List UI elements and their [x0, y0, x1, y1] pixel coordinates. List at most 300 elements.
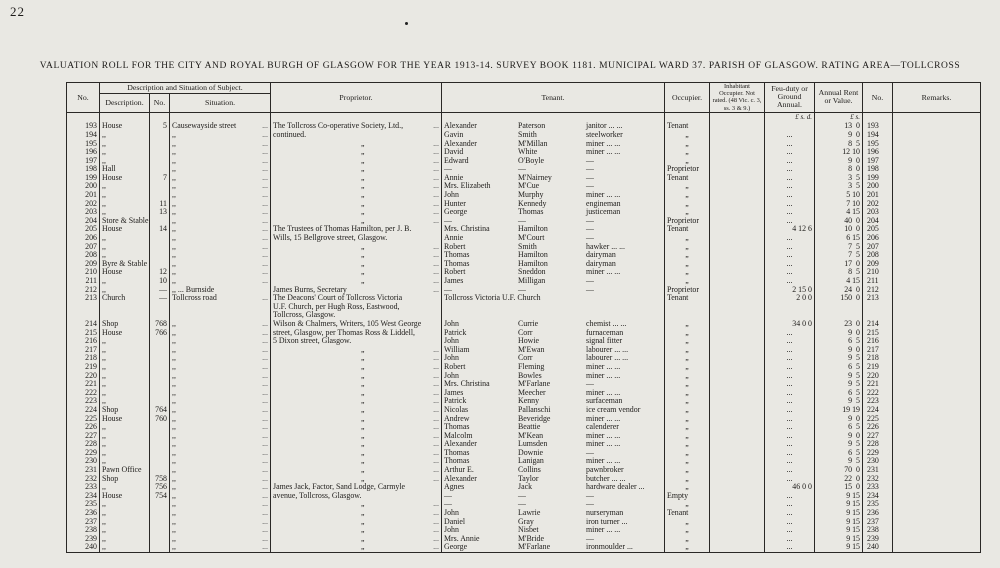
- tenant-surname: Murphy: [518, 191, 544, 200]
- row-annual-value: 9 0: [815, 432, 863, 441]
- row-description: ,,: [102, 526, 106, 535]
- row-number: [150, 243, 170, 252]
- row-remarks: [893, 165, 981, 174]
- row-no-right: 203: [863, 208, 893, 217]
- tenant-occupation: miner ... ...: [586, 148, 621, 157]
- row-description: ,,: [102, 156, 106, 165]
- row-no: 229: [67, 449, 100, 458]
- row-proprietor: „ ...: [271, 157, 442, 166]
- row-number: [150, 165, 170, 174]
- row-feu-duty: ...: [765, 354, 815, 363]
- row-situation: ,, ...: [172, 491, 268, 500]
- row-proprietor: „ ...: [271, 268, 442, 277]
- row-no: 238: [67, 526, 100, 535]
- annual-lsd-label: £ s.: [815, 112, 863, 122]
- tenant-forename: Alexander: [444, 474, 477, 483]
- row-inhabitant: [710, 389, 765, 398]
- row-occupier: Proprietor: [665, 165, 710, 174]
- row-tenant: [442, 543, 665, 552]
- table-row: [67, 389, 981, 398]
- row-description: ,,: [102, 448, 106, 457]
- row-inhabitant: [710, 200, 765, 209]
- row-proprietor: The Tollcross Co-operative Society, Ltd., ...: [271, 122, 442, 131]
- row-tenant: [442, 500, 665, 509]
- row-situation: ,, ...: [172, 277, 268, 285]
- leader-dots: ...: [262, 371, 268, 380]
- table-row: [67, 122, 981, 131]
- row-tenant: [442, 432, 665, 441]
- row-proprietor: „ ...: [271, 423, 442, 432]
- leader-dots: ...: [262, 457, 268, 466]
- row-no-right: 213: [863, 294, 893, 303]
- tenant-occupation: —: [586, 165, 594, 174]
- row-situation: ,, ...: [172, 328, 268, 337]
- row-inhabitant: [710, 174, 765, 183]
- table-row: [67, 363, 981, 372]
- row-no-right: 221: [863, 380, 893, 389]
- row-proprietor: continued.: [271, 131, 442, 140]
- row-no-right: 222: [863, 389, 893, 398]
- row-situation: ,, ...: [172, 388, 268, 397]
- row-description: House: [102, 491, 123, 500]
- row-inhabitant: [710, 543, 765, 552]
- row-occupier: „: [665, 526, 710, 535]
- tenant-occupation: hardware dealer ...: [586, 483, 645, 492]
- tenant-forename: Thomas: [444, 423, 470, 432]
- row-occupier: „: [665, 131, 710, 140]
- row-inhabitant: [710, 131, 765, 140]
- row-remarks: [893, 174, 981, 183]
- tenant-surname: M'Court: [518, 234, 545, 243]
- row-annual-value: 9 5: [815, 397, 863, 406]
- leader-dots: ...: [433, 165, 439, 174]
- tenant-occupation: miner ... ...: [586, 431, 621, 440]
- row-no-right: 193: [863, 122, 893, 131]
- row-tenant: [442, 535, 665, 544]
- leader-dots: ...: [433, 474, 439, 483]
- row-no: 206: [67, 234, 100, 243]
- row-occupier: „: [665, 157, 710, 166]
- row-occupier: „: [665, 277, 710, 286]
- row-annual-value: 9 15: [815, 509, 863, 518]
- row-no-right: 232: [863, 475, 893, 484]
- row-inhabitant: [710, 380, 765, 389]
- row-remarks: [893, 483, 981, 492]
- leader-dots: ...: [262, 397, 268, 406]
- tenant-forename: Robert: [444, 362, 466, 371]
- table-header: [67, 83, 981, 113]
- row-no: [67, 311, 100, 320]
- tenant-forename: Mrs. Christina: [444, 380, 490, 389]
- tenant-surname: Lanigan: [518, 457, 544, 466]
- row-number: [150, 182, 170, 191]
- row-description: House: [102, 173, 123, 182]
- tenant-forename: Tollcross Victoria U.F. Church: [444, 294, 541, 303]
- row-feu-duty: ...: [765, 423, 815, 432]
- table-row: [67, 518, 981, 527]
- row-feu-duty: ...: [765, 140, 815, 149]
- row-description: ,,: [102, 139, 106, 148]
- row-no-right: 194: [863, 131, 893, 140]
- row-inhabitant: [710, 268, 765, 277]
- table-row: [67, 466, 981, 475]
- row-number: [150, 337, 170, 346]
- tenant-forename: Alexander: [444, 440, 477, 449]
- row-description: Hall: [102, 165, 116, 174]
- row-remarks: [893, 260, 981, 269]
- table-row: [67, 543, 981, 552]
- row-description: ,,: [102, 362, 106, 371]
- tenant-surname: Corr: [518, 328, 533, 337]
- leader-dots: ...: [262, 543, 268, 552]
- row-remarks: [893, 182, 981, 191]
- row-proprietor: „ ...: [271, 449, 442, 458]
- row-situation: ,, ...: [172, 191, 268, 200]
- row-annual-value: 9 5: [815, 380, 863, 389]
- row-description: ,,: [102, 380, 106, 389]
- row-number: [150, 457, 170, 466]
- row-situation: ,, ...: [172, 165, 268, 174]
- row-description: ,,: [102, 148, 106, 157]
- row-remarks: [893, 191, 981, 200]
- row-annual-value: 6 5: [815, 449, 863, 458]
- row-situation: ,, ...: [172, 182, 268, 191]
- leader-dots: ...: [433, 156, 439, 165]
- row-situation: ,, ...: [172, 431, 268, 440]
- row-description: ,,: [102, 431, 106, 440]
- row-inhabitant: [710, 432, 765, 441]
- table-row: [67, 277, 981, 286]
- row-situation: [170, 303, 271, 312]
- tenant-occupation: —: [586, 156, 594, 165]
- row-number: [150, 526, 170, 535]
- row-number: [150, 234, 170, 243]
- row-annual-value: 24 0: [815, 286, 863, 295]
- row-occupier: „: [665, 397, 710, 406]
- row-number: [150, 363, 170, 372]
- leader-dots: ...: [262, 268, 268, 277]
- tenant-forename: James: [444, 388, 464, 397]
- row-remarks: [893, 389, 981, 398]
- col-desc-group-header: Description and Situation of Subject.: [100, 83, 271, 94]
- col-feu-header: Feu-duty or Ground Annual.: [765, 83, 815, 113]
- table-row: [67, 243, 981, 252]
- row-no-right: 218: [863, 354, 893, 363]
- row-no-right: 237: [863, 518, 893, 527]
- row-proprietor: James Jack, Factor, Sand Lodge, Carmyle: [271, 483, 442, 492]
- tenant-forename: Alexander: [444, 122, 477, 131]
- row-proprietor: „ ...: [271, 191, 442, 200]
- row-description: ,,: [102, 345, 106, 354]
- tenant-occupation: justiceman: [586, 208, 621, 217]
- row-situation: ,, ...: [170, 543, 271, 552]
- table-row: [67, 500, 981, 509]
- leader-dots: ...: [262, 362, 268, 371]
- table-row: [67, 260, 981, 269]
- table-row: [67, 415, 981, 424]
- row-situation: ,, ...: [172, 448, 268, 457]
- row-number: 11: [150, 200, 170, 209]
- row-number: 758: [150, 475, 170, 484]
- row-tenant: [442, 380, 665, 389]
- leader-dots: ...: [262, 466, 268, 475]
- table-row: [67, 182, 981, 191]
- row-tenant: [442, 157, 665, 166]
- tenant-surname: Kenny: [518, 397, 540, 406]
- row-feu-duty: ...: [765, 148, 815, 157]
- tenant-occupation: —: [586, 491, 594, 500]
- row-annual-value: 9 0: [815, 346, 863, 355]
- row-no-right: 228: [863, 440, 893, 449]
- tenant-surname: Beattie: [518, 423, 541, 432]
- row-feu-duty: ...: [765, 543, 815, 552]
- row-number: [150, 260, 170, 269]
- tenant-forename: Mrs. Elizabeth: [444, 182, 491, 191]
- leader-dots: ...: [262, 251, 268, 260]
- leader-dots: ...: [262, 294, 268, 303]
- tenant-occupation: dairyman: [586, 259, 616, 268]
- col-tenant-header: Tenant.: [442, 83, 665, 113]
- table-row: [67, 483, 981, 492]
- tenant-occupation: labourer ... ...: [586, 354, 629, 363]
- row-tenant: [442, 329, 665, 338]
- row-situation: ,, ...: [172, 517, 268, 526]
- row-proprietor: „ ...: [271, 518, 442, 527]
- row-no: 198: [67, 165, 100, 174]
- row-no: 224: [67, 406, 100, 415]
- row-number: 14: [150, 225, 170, 234]
- row-number: [150, 518, 170, 527]
- leader-dots: ...: [433, 277, 439, 285]
- row-feu-duty: ...: [765, 389, 815, 398]
- tenant-forename: John: [444, 191, 459, 200]
- row-description: [100, 311, 150, 320]
- col-remarks-header: Remarks.: [893, 83, 981, 113]
- tenant-occupation: miner ... ...: [586, 268, 621, 277]
- row-description: ,,: [102, 371, 106, 380]
- row-no-right: 220: [863, 372, 893, 381]
- row-feu-duty: ...: [765, 217, 815, 226]
- row-description: House: [102, 414, 123, 423]
- row-description: House: [102, 225, 123, 234]
- row-proprietor: „ ...: [271, 174, 442, 183]
- row-occupier: „: [665, 380, 710, 389]
- row-remarks: [893, 140, 981, 149]
- row-no-right: 225: [863, 415, 893, 424]
- col-proprietor-header: Proprietor.: [271, 83, 442, 113]
- tenant-forename: Hunter: [444, 199, 466, 208]
- tenant-occupation: calenderer: [586, 423, 619, 432]
- row-situation: ,, ...: [172, 199, 268, 208]
- leader-dots: ...: [433, 509, 439, 518]
- tenant-occupation: miner ... ...: [586, 139, 621, 148]
- tenant-forename: —: [444, 491, 452, 500]
- table-row: [67, 303, 981, 312]
- row-no: 215: [67, 329, 100, 338]
- row-remarks: [893, 122, 981, 131]
- tenant-surname: M'Farlane: [518, 380, 551, 389]
- tenant-forename: Thomas: [444, 251, 470, 260]
- leader-dots: ...: [433, 122, 439, 131]
- row-number: [150, 440, 170, 449]
- row-number: [150, 389, 170, 398]
- leader-dots: ...: [262, 474, 268, 483]
- tenant-occupation: signal fitter: [586, 337, 623, 346]
- row-number: [150, 140, 170, 149]
- row-occupier: „: [665, 543, 710, 552]
- row-no: 200: [67, 182, 100, 191]
- row-description: ,,: [102, 251, 106, 260]
- table-row: [67, 509, 981, 518]
- row-inhabitant: [710, 483, 765, 492]
- row-situation: ,, ...: [172, 500, 268, 509]
- row-number: [150, 432, 170, 441]
- row-no-right: 204: [863, 217, 893, 226]
- row-inhabitant: [710, 122, 765, 131]
- row-no-right: 219: [863, 363, 893, 372]
- tenant-surname: Currie: [518, 319, 539, 328]
- leader-dots: ...: [262, 139, 268, 148]
- row-feu-duty: 2 15 0: [765, 286, 815, 295]
- tenant-occupation: —: [586, 285, 594, 294]
- row-number: [150, 449, 170, 458]
- row-proprietor: „ ...: [271, 380, 442, 389]
- leader-dots: ...: [262, 182, 268, 191]
- tenant-occupation: hawker ... ...: [586, 242, 626, 251]
- row-description: ,,: [102, 130, 106, 139]
- row-feu-duty: 34 0 0: [765, 320, 815, 329]
- row-proprietor: Wilson & Chalmers, Writers, 105 West George: [271, 320, 442, 329]
- row-occupier: „: [665, 268, 710, 277]
- tenant-occupation: nurseryman: [586, 509, 624, 518]
- row-situation: ,, ...: [172, 156, 268, 165]
- page-number: 22: [10, 4, 25, 19]
- row-no: 220: [67, 372, 100, 381]
- leader-dots: ...: [433, 500, 439, 509]
- row-occupier: „: [665, 440, 710, 449]
- row-annual-value: 9 0: [815, 415, 863, 424]
- row-feu-duty: ...: [765, 251, 815, 260]
- row-inhabitant: [710, 251, 765, 260]
- row-description: House: [102, 328, 123, 337]
- tenant-forename: John: [444, 354, 459, 363]
- row-annual-value: 12 10: [815, 148, 863, 157]
- row-inhabitant: [710, 509, 765, 518]
- row-feu-duty: ...: [765, 174, 815, 183]
- row-inhabitant: [710, 320, 765, 329]
- row-no-right: 207: [863, 243, 893, 252]
- row-remarks: [893, 535, 981, 544]
- row-proprietor: „ ...: [271, 509, 442, 518]
- row-no: 230: [67, 457, 100, 466]
- row-inhabitant: [710, 526, 765, 535]
- feu-lsd-label: £ s. d.: [765, 112, 815, 122]
- row-no: 201: [67, 191, 100, 200]
- row-number: [150, 148, 170, 157]
- row-description: ,,: [102, 457, 106, 466]
- tenant-surname: M'Nairney: [518, 173, 552, 182]
- row-tenant: [442, 354, 665, 363]
- row-feu-duty: ...: [765, 415, 815, 424]
- tenant-occupation: butcher ... ...: [586, 474, 626, 483]
- row-inhabitant: [710, 406, 765, 415]
- table-row: [67, 200, 981, 209]
- row-description: ,,: [102, 500, 106, 509]
- row-situation: ,, ...: [172, 526, 268, 535]
- row-annual-value: 3 5: [815, 182, 863, 191]
- row-description: ,,: [102, 509, 106, 518]
- row-no: 218: [67, 354, 100, 363]
- row-tenant: [442, 449, 665, 458]
- row-tenant: [442, 243, 665, 252]
- row-remarks: [893, 329, 981, 338]
- row-description: ,,: [102, 354, 106, 363]
- row-inhabitant: [710, 311, 765, 320]
- tenant-surname: Gray: [518, 517, 534, 526]
- row-no: 239: [67, 535, 100, 544]
- tenant-forename: John: [444, 337, 459, 346]
- tenant-surname: Meecher: [518, 388, 546, 397]
- tenant-surname: M'Farlane: [518, 543, 551, 552]
- row-description: ,,: [102, 337, 106, 346]
- row-feu-duty: ...: [765, 329, 815, 338]
- row-inhabitant: [710, 329, 765, 338]
- row-situation: ,, ...: [172, 139, 268, 148]
- row-no-right: 210: [863, 268, 893, 277]
- row-description: ,,: [102, 517, 106, 526]
- row-annual-value: 9 15: [815, 492, 863, 501]
- leader-dots: ...: [262, 509, 268, 518]
- row-no-right: 229: [863, 449, 893, 458]
- row-annual-value: 23 0: [815, 320, 863, 329]
- row-annual-value: 10 0: [815, 225, 863, 234]
- row-annual-value: 9 15: [815, 518, 863, 527]
- row-proprietor: Tollcross, Glasgow.: [271, 311, 442, 320]
- row-no: 193: [67, 122, 100, 131]
- leader-dots: ...: [262, 216, 268, 225]
- row-inhabitant: [710, 286, 765, 295]
- row-tenant: [442, 260, 665, 269]
- row-occupier: „: [665, 449, 710, 458]
- row-description: ,,: [102, 191, 106, 200]
- tenant-surname: Kennedy: [518, 199, 547, 208]
- row-situation: ,, ...: [172, 414, 268, 423]
- row-occupier: Tenant: [665, 174, 710, 183]
- row-no-right: 238: [863, 526, 893, 535]
- row-feu-duty: ...: [765, 182, 815, 191]
- table-row: [67, 406, 981, 415]
- row-occupier: „: [665, 475, 710, 484]
- leader-dots: ...: [262, 225, 268, 234]
- row-number: [150, 191, 170, 200]
- row-tenant: [442, 320, 665, 329]
- row-occupier: „: [665, 423, 710, 432]
- row-no: 237: [67, 518, 100, 527]
- leader-dots: ...: [433, 397, 439, 406]
- row-annual-value: 9 15: [815, 500, 863, 509]
- row-no-right: 195: [863, 140, 893, 149]
- row-annual-value: 19 19: [815, 406, 863, 415]
- leader-dots: ...: [262, 337, 268, 346]
- tenant-occupation: dairyman: [586, 251, 616, 260]
- row-no-right: 236: [863, 509, 893, 518]
- row-proprietor: The Trustees of Thomas Hamilton, per J. B.: [271, 225, 442, 234]
- row-proprietor: street, Glasgow, per Thomas Ross & Liddell,: [271, 329, 442, 338]
- row-no-right: 214: [863, 320, 893, 329]
- row-situation: ,, ...: [172, 234, 268, 243]
- row-remarks: [893, 337, 981, 346]
- row-no: 235: [67, 500, 100, 509]
